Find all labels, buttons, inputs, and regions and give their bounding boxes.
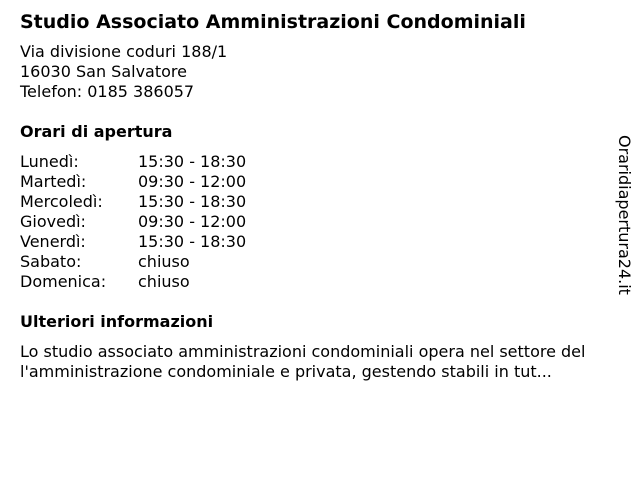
- hours-row-saturday: [20, 252, 632, 272]
- hours-row-wednesday: [20, 192, 632, 212]
- hours-time: 15:30 - 18:30: [138, 232, 247, 251]
- business-card: [20, 10, 632, 382]
- description-line: Lo studio associato amministrazioni condominiali opera nel settore del: [20, 342, 586, 361]
- hours-time: chiuso: [138, 252, 190, 271]
- hours-row-tuesday: [20, 172, 632, 192]
- hours-time: chiuso: [138, 272, 190, 291]
- more-info-heading: Ulteriori informazioni: [20, 312, 214, 331]
- description-line: l'amministrazione condominiale e privata, gestendo stabili in tut...: [20, 362, 552, 381]
- street-address: Via divisione coduri 188/1: [20, 42, 228, 61]
- hours-day: Lunedì:: [20, 152, 79, 171]
- postal-city: 16030 San Salvatore: [20, 62, 187, 81]
- opening-hours-heading: Orari di apertura: [20, 122, 173, 141]
- hours-day: Giovedì:: [20, 212, 86, 231]
- hours-day: Martedì:: [20, 172, 87, 191]
- hours-time: 15:30 - 18:30: [138, 152, 247, 171]
- hours-time: 09:30 - 12:00: [138, 212, 247, 231]
- hours-row-friday: [20, 232, 632, 252]
- hours-day: Mercoledì:: [20, 192, 103, 211]
- site-watermark: Oraridiapertura24.it: [615, 135, 634, 295]
- hours-day: Domenica:: [20, 272, 107, 291]
- address-block: [20, 42, 632, 102]
- opening-hours-table: [20, 152, 632, 292]
- hours-time: 09:30 - 12:00: [138, 172, 247, 191]
- hours-day: Sabato:: [20, 252, 82, 271]
- hours-day: Venerdì:: [20, 232, 86, 251]
- business-description: [20, 342, 632, 382]
- hours-row-sunday: [20, 272, 632, 292]
- business-name: Studio Associato Amministrazioni Condominiali: [20, 11, 526, 33]
- hours-time: 15:30 - 18:30: [138, 192, 247, 211]
- phone-number: Telefon: 0185 386057: [20, 82, 195, 101]
- hours-row-thursday: [20, 212, 632, 232]
- hours-row-monday: [20, 152, 632, 172]
